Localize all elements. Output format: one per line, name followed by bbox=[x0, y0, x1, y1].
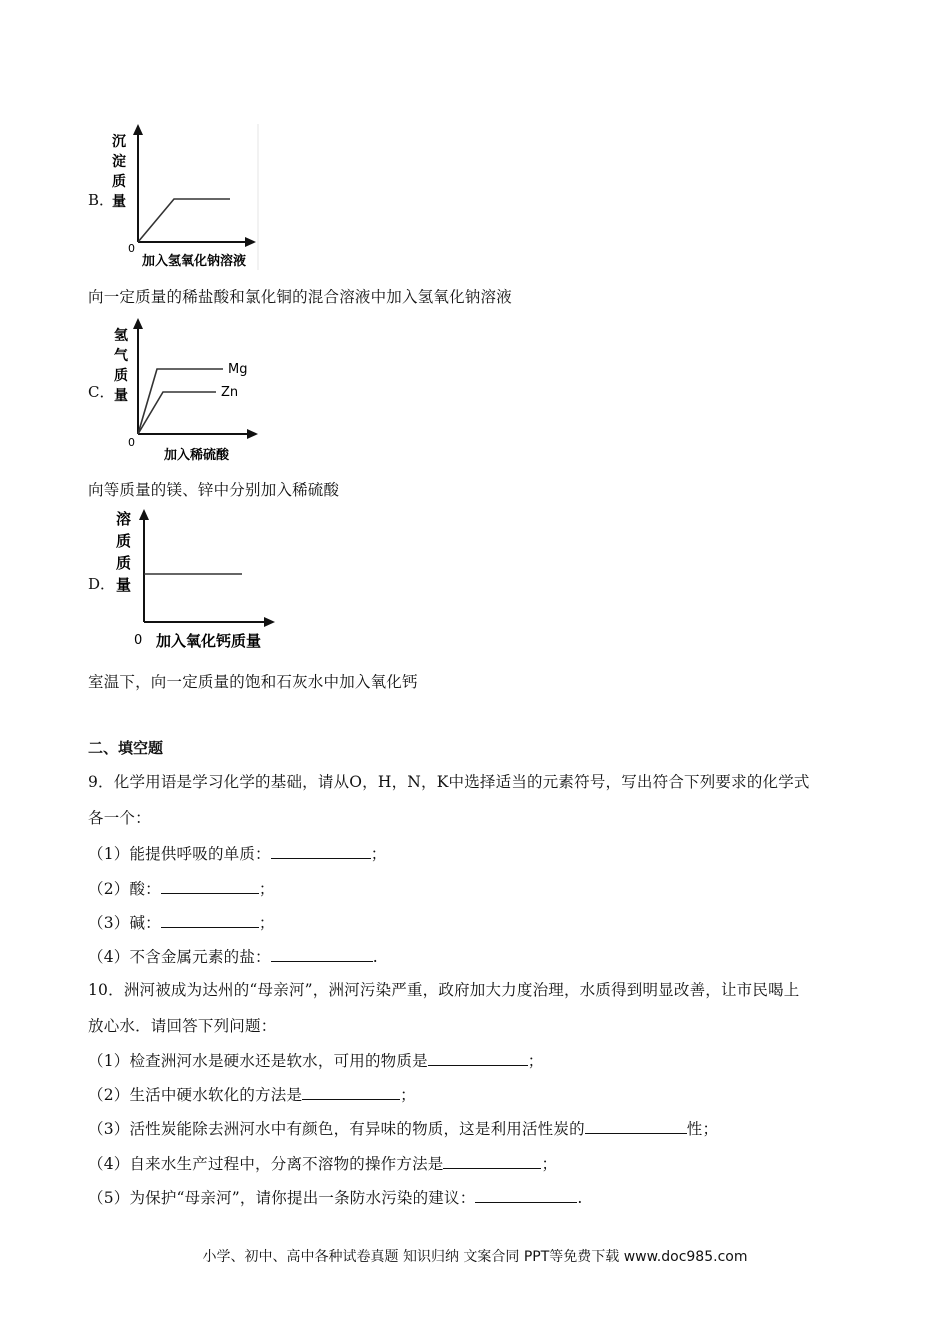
mg-label: Mg bbox=[228, 362, 248, 377]
option-c-chart bbox=[108, 316, 268, 464]
y-axis-label-char-4: 量 bbox=[112, 194, 126, 210]
q10-item-2 bbox=[88, 1083, 416, 1105]
q10-item-5 bbox=[88, 1186, 583, 1208]
q10-item-1-answer-blank[interactable] bbox=[428, 1051, 528, 1066]
q10-item-3-end: 性； bbox=[686, 1120, 719, 1138]
y-axis-label-char-2: 气 bbox=[114, 348, 128, 364]
q10-item-1-end: ； bbox=[527, 1052, 544, 1070]
q9-item-4-end: . bbox=[372, 948, 378, 966]
q9-item-3-answer-blank[interactable] bbox=[161, 913, 259, 928]
q9-item-2-answer-blank[interactable] bbox=[161, 879, 259, 894]
precipitate-curve bbox=[138, 199, 230, 242]
q10-item-4 bbox=[88, 1152, 557, 1174]
option-b-letter: B． bbox=[88, 191, 115, 209]
q10-item-5-answer-blank[interactable] bbox=[475, 1188, 577, 1203]
x-axis-label: 加入氢氧化钠溶液 bbox=[142, 254, 247, 269]
option-d-caption: 室温下，向一定质量的饱和石灰水中加入氧化钙 bbox=[88, 673, 418, 691]
option-b-chart bbox=[108, 122, 263, 270]
option-c-letter: C． bbox=[88, 383, 115, 401]
x-axis-arrow bbox=[247, 429, 258, 439]
q9-stem-line-2: 各一个： bbox=[88, 809, 151, 827]
y-axis-arrow bbox=[139, 509, 149, 520]
y-axis-arrow bbox=[133, 318, 143, 329]
y-axis-arrow bbox=[133, 124, 143, 135]
q10-stem-line-1: 10．洲河被成为达州的“母亲河”，洲河污染严重，政府加大力度治理，水质得到明显改善，让市民喝上 bbox=[88, 981, 800, 999]
x-axis-label: 加入稀硫酸 bbox=[164, 448, 230, 463]
y-axis-label-char-1: 溶 bbox=[116, 510, 132, 528]
q9-item-3-end: ； bbox=[258, 914, 275, 932]
q9-item-4-text: （4）不含金属元素的盐： bbox=[88, 948, 271, 966]
option-d-letter: D． bbox=[88, 575, 116, 593]
origin-label: 0 bbox=[128, 436, 135, 449]
q9-item-1-end: ； bbox=[370, 845, 387, 863]
y-axis-label-char-4: 量 bbox=[114, 388, 128, 404]
q10-item-3 bbox=[88, 1117, 718, 1139]
q9-item-3-text: （3）碱： bbox=[88, 914, 161, 932]
y-axis-label-char-2: 质 bbox=[116, 532, 132, 550]
q9-item-2-text: （2）酸： bbox=[88, 880, 161, 898]
option-d-chart bbox=[108, 506, 288, 654]
q10-item-4-answer-blank[interactable] bbox=[443, 1154, 541, 1169]
q10-item-4-end: ； bbox=[541, 1155, 558, 1173]
q10-item-5-text: （5）为保护“母亲河”，请你提出一条防水污染的建议： bbox=[88, 1189, 476, 1207]
y-axis-label-char-3: 质 bbox=[116, 554, 132, 572]
q9-item-4-answer-blank[interactable] bbox=[271, 947, 373, 962]
y-axis-label-char-3: 质 bbox=[112, 174, 126, 190]
option-b-caption: 向一定质量的稀盐酸和氯化铜的混合溶液中加入氢氧化钠溶液 bbox=[88, 288, 512, 306]
y-axis-label-char-4: 量 bbox=[116, 576, 132, 594]
origin-label: 0 bbox=[128, 242, 135, 255]
q10-item-2-end: ； bbox=[400, 1086, 416, 1104]
zn-label: Zn bbox=[221, 385, 239, 400]
q9-stem-line-1: 9．化学用语是学习化学的基础，请从O，H，N，K中选择适当的元素符号，写出符合下列要求的化学式 bbox=[88, 773, 810, 791]
y-axis-label-char-3: 质 bbox=[114, 368, 128, 384]
q9-item-1-text: （1）能提供呼吸的单质： bbox=[88, 845, 271, 863]
q9-item-1-answer-blank[interactable] bbox=[271, 844, 371, 859]
option-c-caption: 向等质量的镁、锌中分别加入稀硫酸 bbox=[88, 481, 340, 499]
x-axis-arrow bbox=[245, 237, 256, 247]
section-title: 二、填空题 bbox=[88, 739, 164, 757]
q9-item-3 bbox=[88, 911, 275, 933]
y-axis-label-char-2: 淀 bbox=[112, 154, 126, 170]
q9-item-2-end: ； bbox=[258, 880, 275, 898]
q9-item-2 bbox=[88, 877, 275, 899]
q10-item-4-text: （4）自来水生产过程中，分离不溶物的操作方法是 bbox=[88, 1155, 444, 1173]
zn-curve bbox=[138, 392, 216, 434]
y-axis-label-char-1: 沉 bbox=[112, 134, 126, 150]
q10-item-2-text: （2）生活中硬水软化的方法是 bbox=[88, 1086, 303, 1104]
q10-item-3-text: （3）活性炭能除去洲河水中有颜色，有异味的物质，这是利用活性炭的 bbox=[88, 1120, 585, 1138]
q10-item-1 bbox=[88, 1049, 543, 1071]
q10-item-5-end: . bbox=[577, 1189, 583, 1207]
q10-item-3-answer-blank[interactable] bbox=[585, 1119, 687, 1134]
q9-item-1 bbox=[88, 842, 386, 864]
footer-text: 小学、初中、高中各种试卷真题 知识归纳 文案合同 PPT等免费下载 www.doc985.com bbox=[202, 1249, 748, 1265]
y-axis-label-char-1: 氢 bbox=[114, 328, 128, 344]
q10-item-1-text: （1）检查洲河水是硬水还是软水，可用的物质是 bbox=[88, 1052, 428, 1070]
origin-label: 0 bbox=[134, 633, 143, 648]
x-axis-label: 加入氧化钙质量 bbox=[156, 632, 262, 650]
mg-curve bbox=[138, 369, 223, 434]
x-axis-arrow bbox=[264, 617, 275, 627]
q9-item-4 bbox=[88, 945, 378, 967]
q10-stem-line-2: 放心水．请回答下列问题： bbox=[88, 1017, 277, 1035]
q10-item-2-answer-blank[interactable] bbox=[302, 1085, 400, 1100]
